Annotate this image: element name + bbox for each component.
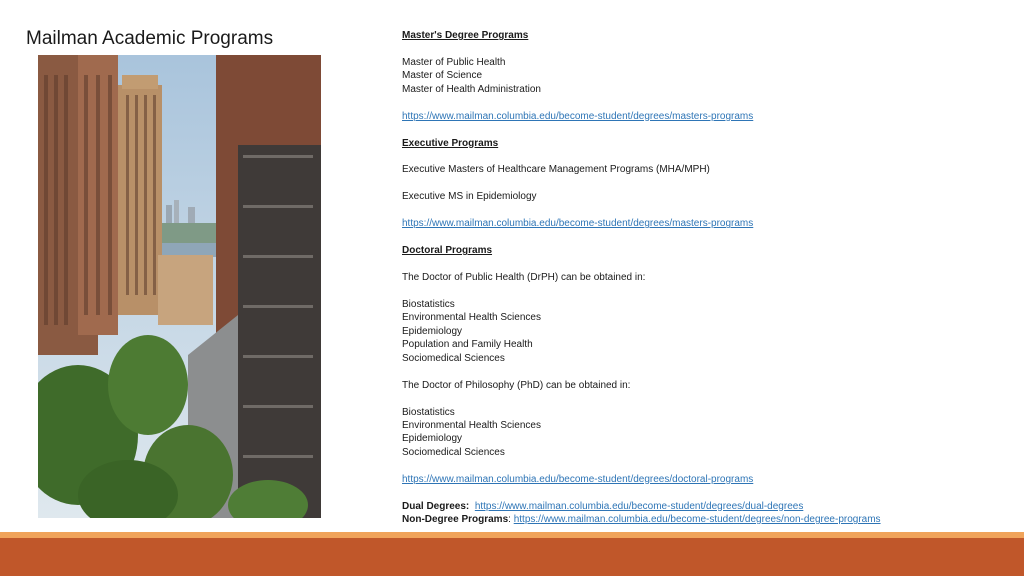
drph-intro: The Doctor of Public Health (DrPH) can be obtained in: xyxy=(402,272,646,284)
dual-degrees-row xyxy=(402,500,1002,513)
drph-item: Biostatistics xyxy=(402,298,455,310)
doctoral-heading: Doctoral Programs xyxy=(402,245,493,257)
drph-item: Population and Family Health xyxy=(402,339,533,351)
non-degree-label: Non-Degree Programs xyxy=(402,514,509,526)
executive-link[interactable]: https://www.mailman.columbia.edu/become-student/degrees/masters-programs xyxy=(402,218,754,230)
program-list xyxy=(402,29,1002,527)
dual-degrees-link[interactable]: https://www.mailman.columbia.edu/become-student/degrees/dual-degrees xyxy=(474,500,804,512)
phd-intro: The Doctor of Philosophy (PhD) can be obtained in: xyxy=(402,379,631,391)
masters-item: Master of Health Administration xyxy=(402,83,541,95)
masters-link[interactable]: https://www.mailman.columbia.edu/become-student/degrees/masters-programs xyxy=(402,110,754,122)
drph-item: Environmental Health Sciences xyxy=(402,312,541,324)
phd-item: Environmental Health Sciences xyxy=(402,419,541,431)
masters-heading: Master's Degree Programs xyxy=(402,30,529,41)
non-degree-link[interactable]: https://www.mailman.columbia.edu/become-student/degrees/non-degree-programs xyxy=(513,514,881,526)
masters-item: Master of Science xyxy=(402,70,483,82)
phd-item: Sociomedical Sciences xyxy=(402,446,505,458)
slide-title: Mailman Academic Programs xyxy=(26,28,274,49)
masters-item: Master of Public Health xyxy=(402,56,506,68)
phd-item: Epidemiology xyxy=(402,433,463,445)
footer-bar xyxy=(0,538,1024,576)
phd-item: Biostatistics xyxy=(402,406,455,418)
executive-heading: Executive Programs xyxy=(402,137,499,149)
drph-item: Sociomedical Sciences xyxy=(402,352,505,364)
drph-item: Epidemiology xyxy=(402,325,463,337)
campus-photo-icon xyxy=(38,55,321,518)
executive-item: Executive Masters of Healthcare Management Programs (MHA/MPH) xyxy=(402,164,710,176)
dual-degrees-label: Dual Degrees: xyxy=(402,500,470,512)
non-degree-row: Non-Degree Programs: https://www.mailman.columbia.edu/become-student/degrees/non-degree-programs xyxy=(402,514,881,526)
executive-item: Executive MS in Epidemiology xyxy=(402,191,537,203)
campus-photo xyxy=(38,55,321,518)
doctoral-link[interactable]: https://www.mailman.columbia.edu/become-student/degrees/doctoral-programs xyxy=(402,473,754,485)
